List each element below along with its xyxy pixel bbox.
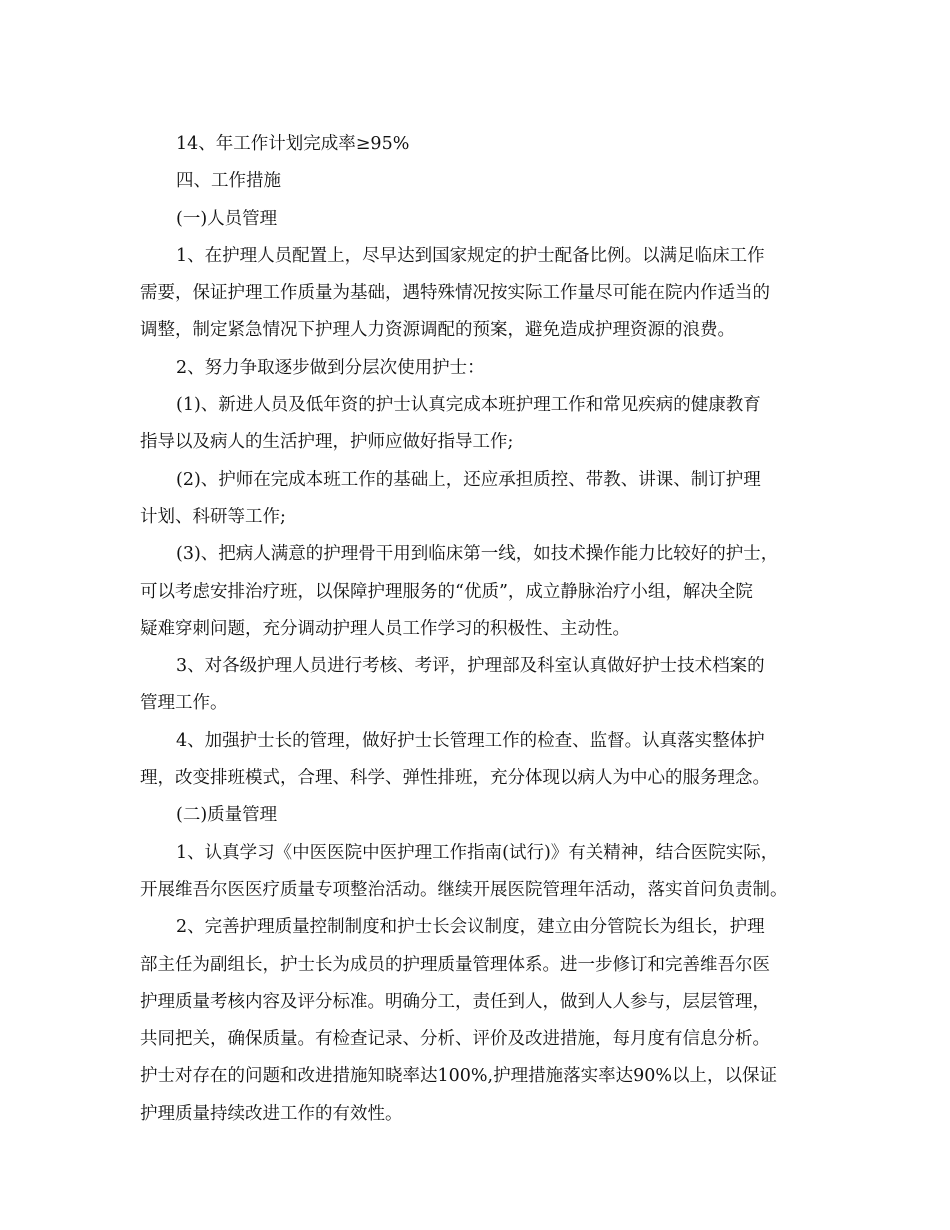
document-body: [140, 126, 830, 1133]
text-line: 护理质量考核内容及评分标准。明确分工，责任到人，做到人人参与，层层管理，: [140, 991, 770, 1012]
text-line: 部主任为副组长，护士长为成员的护理质量管理体系。进一步修订和完善维吾尔医: [140, 954, 770, 975]
section-heading: 四、工作措施: [176, 171, 281, 192]
text-line: 护士对存在的问题和改进措施知晓率达100%,护理措施落实率达90%以上，以保证: [140, 1066, 777, 1087]
subsection-heading: (一)人员管理: [176, 208, 278, 229]
text-line: (2)、护师在完成本班工作的基础上，还应承担质控、带教、讲课、制订护理: [176, 469, 761, 490]
text-line: 2、完善护理质量控制制度和护士长会议制度，建立由分管院长为组长，护理: [176, 917, 765, 938]
text-line: 调整，制定紧急情况下护理人力资源调配的预案，避免造成护理资源的浪费。: [140, 320, 735, 341]
text-line: 14、年工作计划完成率≥95%: [176, 134, 410, 154]
text-line: (1)、新进人员及低年资的护士认真完成本班护理工作和常见疾病的健康教育: [176, 395, 761, 416]
text-line: 指导以及病人的生活护理，护师应做好指导工作;: [140, 432, 514, 453]
text-line: 1、认真学习《中医医院中医护理工作指南(试行)》有关精神，结合医院实际，: [176, 842, 779, 863]
text-line: 开展维吾尔医医疗质量专项整治活动。继续开展医院管理年活动，落实首问负责制。: [140, 879, 788, 900]
text-line: 管理工作。: [140, 693, 228, 714]
text-line: 1、在护理人员配置上，尽早达到国家规定的护士配备比例。以满足临床工作: [176, 245, 765, 266]
text-line: 3、对各级护理人员进行考核、考评，护理部及科室认真做好护士技术档案的: [176, 656, 765, 677]
text-line: 可以考虑安排治疗班，以保障护理服务的“优质”，成立静脉治疗小组，解决全院: [140, 581, 753, 602]
text-line: 疑难穿刺问题，充分调动护理人员工作学习的积极性、主动性。: [140, 618, 630, 639]
text-line: 共同把关，确保质量。有检查记录、分析、评价及改进措施，每月度有信息分析。: [140, 1029, 770, 1050]
text-line: 需要，保证护理工作质量为基础，遇特殊情况按实际工作量尽可能在院内作适当的: [140, 283, 770, 304]
text-line: 理，改变排班模式，合理、科学、弹性排班，充分体现以病人为中心的服务理念。: [140, 768, 770, 789]
text-line: (3)、把病人满意的护理骨干用到临床第一线，如技术操作能力比较好的护士，: [176, 544, 779, 565]
text-line: 2、努力争取逐步做到分层次使用护士：: [176, 357, 485, 378]
text-line: 护理质量持续改进工作的有效性。: [140, 1103, 403, 1124]
subsection-heading: (二)质量管理: [176, 805, 278, 826]
text-line: 计划、科研等工作;: [140, 506, 286, 527]
text-line: 4、加强护士长的管理，做好护士长管理工作的检查、监督。认真落实整体护: [176, 730, 765, 751]
